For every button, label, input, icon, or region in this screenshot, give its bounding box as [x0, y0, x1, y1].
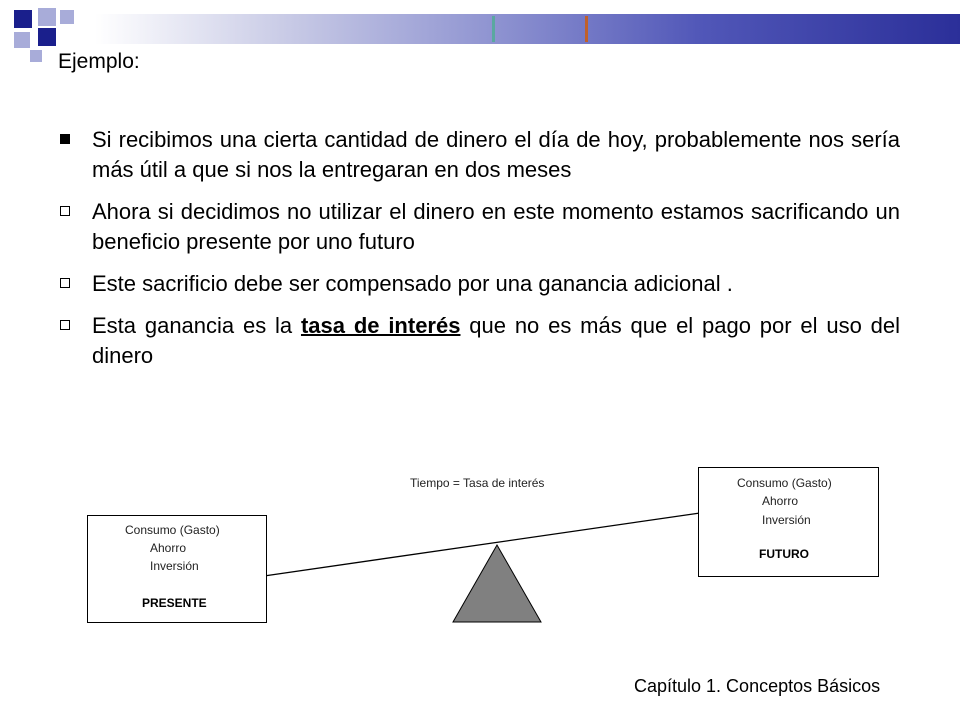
bullet-text-start: Esta ganancia es la	[92, 313, 301, 338]
present-box	[87, 515, 267, 623]
box-line: Consumo (Gasto)	[737, 476, 832, 490]
key-term: tasa de interés	[300, 313, 461, 338]
diagram-caption: Tiempo = Tasa de interés	[410, 476, 545, 490]
fulcrum-triangle	[453, 545, 541, 622]
box-label: PRESENTE	[142, 596, 207, 610]
box-label: FUTURO	[759, 547, 809, 561]
box-line: Consumo (Gasto)	[125, 523, 220, 537]
footer-chapter: Capítulo 1. Conceptos Básicos	[634, 676, 881, 696]
bullet-text: Si recibimos una cierta cantidad de dinero el día de hoy, probablemente nos sería más útil a que si nos la entregaran en dos meses	[92, 127, 900, 182]
box-line: Inversión	[762, 513, 811, 527]
bullet-text: Este sacrificio debe ser compensado por una ganancia adicional .	[92, 271, 733, 296]
bullet-text: Ahora si decidimos no utilizar el dinero en este momento estamos sacrificando un beneficio presente por uno futuro	[92, 199, 900, 254]
box-line: Ahorro	[762, 494, 799, 508]
slide-heading: Ejemplo:	[58, 50, 140, 73]
box-line: Inversión	[150, 559, 199, 573]
bullet-text-end: que no es más que el pago por el uso del dinero	[92, 313, 900, 368]
future-box	[698, 467, 879, 577]
box-line: Ahorro	[150, 541, 187, 555]
seesaw-beam	[264, 513, 700, 576]
